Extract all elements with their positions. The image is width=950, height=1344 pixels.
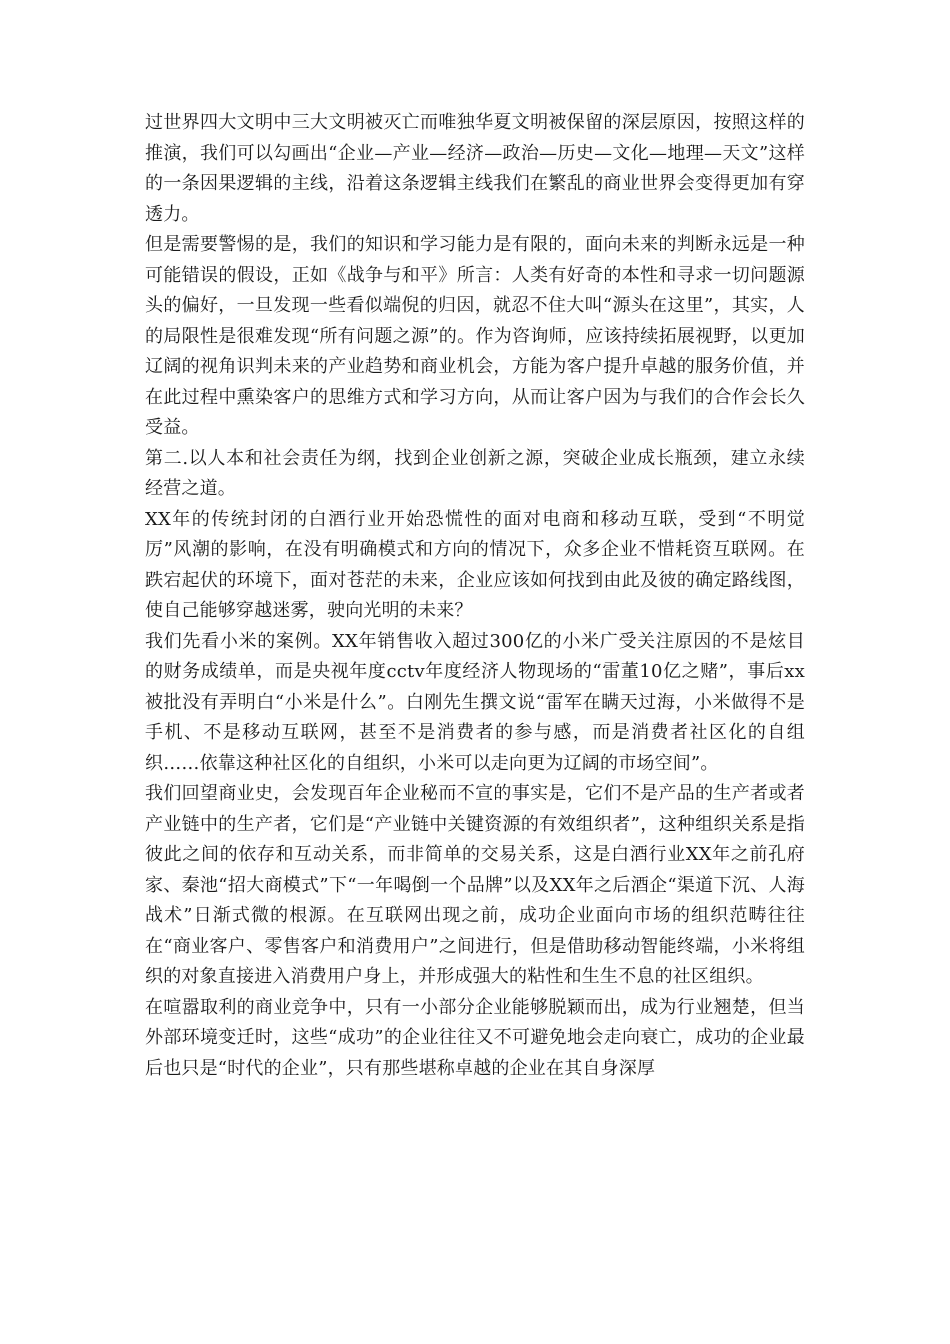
paragraph-competition: 在喧嚣取利的商业竞争中，只有一小部分企业能够脱颖而出，成为行业翘楚，但当外部环境变迁时，这些“成功”的企业往往又不可避免地会走向衰亡，成功的企业最后也只是“时代的企业”，只有那些堪称卓越的企业在其自身深厚	[145, 996, 805, 1079]
section-heading-second: 第二.以人本和社会责任为纲，找到企业创新之源，突破企业成长瓶颈，建立永续经营之道。	[145, 447, 805, 499]
paragraph-limits-of-knowledge: 但是需要警惕的是，我们的知识和学习能力是有限的，面向未来的判断永远是一种可能错误的假设，正如《战争与和平》所言：人类有好奇的本性和寻求一切问题源头的偏好，一旦发现一些看似端倪的归因，就忍不住大叫“源头在这里”，其实，人的局限性是很难发现“所有问题之源”的。作为咨询师，应该持续拓展视野，以更加辽阔的视角识判未来的产业趋势和商业机会，方能为客户提升卓越的服务价值，并在此过程中熏染客户的思维方式和学习方向，从而让客户因为与我们的合作会长久受益。	[145, 234, 805, 438]
paragraph-civilization-causal-chain: 过世界四大文明中三大文明被灭亡而唯独华夏文明被保留的深层原因，按照这样的推演，我们可以勾画出“企业—产业—经济—政治—历史—文化—地理—天文”这样的一条因果逻辑的主线，沿着这条逻辑主线我们在繁乱的商业世界会变得更加有穿透力。	[145, 112, 805, 225]
paragraph-liquor-industry: XX年的传统封闭的白酒行业开始恐慌性的面对电商和移动互联，受到“不明觉厉”风潮的影响，在没有明确模式和方向的情况下，众多企业不惜耗资互联网。在跌宕起伏的环境下，面对苍茫的未来，企业应该如何找到由此及彼的确定路线图，使自己能够穿越迷雾，驶向光明的未来？	[145, 508, 805, 621]
paragraph-xiaomi-case: 我们先看小米的案例。XX年销售收入超过300亿的小米广受关注原因的不是炫目的财务成绩单，而是央视年度cctv年度经济人物现场的“雷董10亿之赌”，事后xx被批没有弄明白“小米是什么”。白刚先生撰文说“雷军在瞒天过海，小米做得不是手机、不是移动互联网，甚至不是消费者的参与感，而是消费者社区化的自组织……依靠这种社区化的自组织，小米可以走向更为辽阔的市场空间”。	[145, 630, 805, 774]
paragraph-business-history: 我们回望商业史，会发现百年企业秘而不宣的事实是，它们不是产品的生产者或者产业链中的生产者，它们是“产业链中关键资源的有效组织者”，这种组织关系是指彼此之间的依存和互动关系，而非简单的交易关系，这是白酒行业XX年之前孔府家、秦池“招大商模式”下“一年喝倒一个品牌”以及XX年之后酒企“渠道下沉、人海战术”日渐式微的根源。在互联网出现之前，成功企业面向市场的组织范畴往往在“商业客户、零售客户和消费用户”之间进行，但是借助移动智能终端，小米将组织的对象直接进入消费用户身上，并形成强大的粘性和生生不息的社区组织。	[145, 783, 805, 987]
document-body	[145, 108, 805, 1084]
